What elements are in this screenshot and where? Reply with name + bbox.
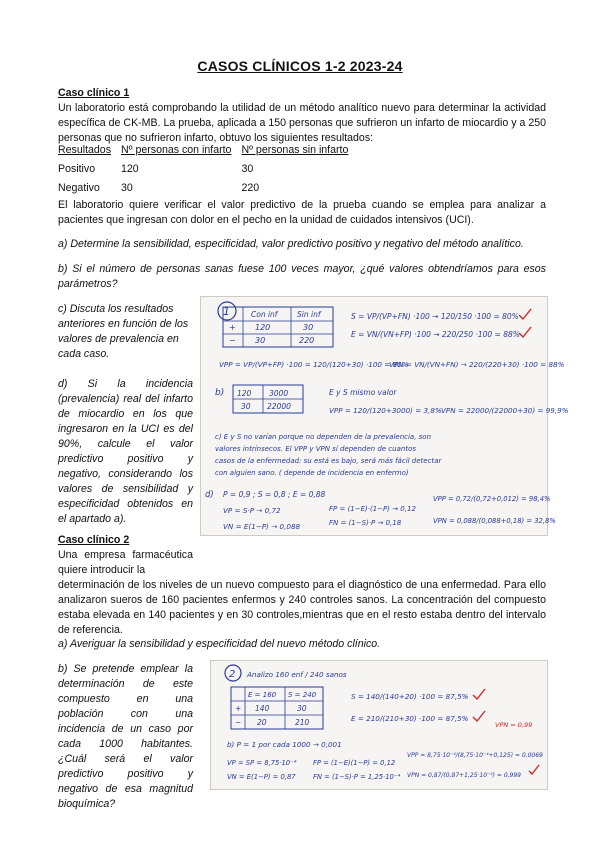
note-d-vpp: VPP = 0,72/(0,72+0,012) = 98,4% <box>433 495 551 503</box>
table-header-cell: Resultados <box>58 144 111 156</box>
note-table-cell: 120 <box>255 323 271 332</box>
note-d-vp: VP = S·P → 0,72 <box>223 506 281 515</box>
case2-section <box>58 533 193 578</box>
check-mark-icon <box>473 711 485 721</box>
note-table-cell: 20 <box>257 718 267 727</box>
question-c-text: c) Discuta los resultados anteriores en función de los valores de prevalencia en cada caso. <box>58 303 189 360</box>
table-header-row <box>58 143 358 160</box>
note-b-vn: VN = E(1−P) = 0,87 <box>227 773 296 781</box>
check-mark-icon <box>529 765 539 774</box>
note-vpn: VPN = VN/(VN+FN) → 220/(220+30) ·100 = 88% <box>389 360 565 369</box>
handwritten-notes-case1 <box>200 296 569 536</box>
note-c-line: c) E y S no varían porque no dependen de la prevalencia, son <box>215 433 432 441</box>
note-d-fp: FP = (1−E)·(1−P) → 0,12 <box>329 505 416 513</box>
note-part-d-label: d) <box>205 490 214 500</box>
plus-sign: + <box>229 323 236 332</box>
case1-heading: Caso clínico 1 <box>58 87 130 99</box>
note-number: 2 <box>229 669 236 680</box>
note-b-line: b) P = 1 por cada 1000 → 0,001 <box>227 740 342 749</box>
case1-results-table <box>58 143 358 198</box>
table-row <box>58 179 358 198</box>
table-cell: Negativo <box>58 182 100 194</box>
check-mark-icon <box>473 689 485 699</box>
table-cell: 220 <box>241 182 260 194</box>
table-cell: 30 <box>121 182 133 194</box>
note-vpp: VPP = VP/(VP+FP) ·100 = 120/(120+30) ·100 = 80% <box>219 360 409 369</box>
case1-question-d: d) Si la incidencia (prevalencia) real del infarto de miocardio en los que ingresaron en la UCI es del 90%, calcule el valor predictivo positivo y negativo, considerando los valores de sensibilidad y especificidad obtenidos en el apartado a). <box>58 378 193 525</box>
handwritten-notes-case2 <box>210 660 548 790</box>
case2-question-b: b) Se pretende emplear la determinación de este compuesto en una población con una incidencia de un caso por cada 1000 habitantes. ¿Cuál será el valor predictivo positivo y negativo de esa magnitud bioquímica? <box>58 663 193 810</box>
case2-intro-rest: determinación de los niveles de un nuevo compuesto para el diagnóstico de una enfermedad. Para ello analizaron sueros de 160 pacientes enfermos y 240 controles sanos. La concentración del compuesto estaba elevada en 140 pacientes y en 30 controles,mientras que en el resto estaba dentro del intervalo de referencia. <box>58 579 546 636</box>
note-table-cell: 140 <box>255 704 270 713</box>
note-c-line: con alguien sano. ( depende de incidencia en enfermo) <box>215 469 409 477</box>
note-table-cell: 30 <box>241 402 251 411</box>
case1-after-table: El laboratorio quiere verificar el valor predictivo de la prueba cuando se emplea para analizar a pacientes que ingresan con dolor en el pecho en la unidad de cuidados intensivos (UCI). <box>58 199 546 226</box>
check-mark-icon <box>519 327 531 337</box>
case2-question-a: a) Averiguar la sensibilidad y especificidad del nuevo método clínico. <box>58 638 381 650</box>
note-table-cell: 30 <box>255 336 266 345</box>
plus-sign: + <box>235 704 242 713</box>
note-b-vpp: VPP = 8,75·10⁻⁴/(8,75·10⁻⁴+0,125) = 0,0069 <box>407 752 543 759</box>
note-b-vpn: VPN = 0,87/(0,87+1,25·10⁻⁴) = 0,999 <box>407 772 521 779</box>
note-b-vpp: VPP = 120/(120+3000) = 3,8% <box>329 406 442 415</box>
note-number: 1 <box>223 305 230 318</box>
check-mark-icon <box>519 309 531 319</box>
table-cell: 120 <box>121 163 139 175</box>
note-c-line: casos de la enfermedad: su está es bajo, será más fácil detectar <box>215 457 442 465</box>
note-d-vn: VN = E(1−P) → 0,088 <box>223 522 301 531</box>
case1-question-b: b) Si el número de personas sanas fuese 100 veces mayor, ¿qué valores obtendríamos para esos parámetros? <box>58 263 546 290</box>
note-table-cell: 3000 <box>269 389 289 398</box>
note-sensitivity: S = 140/(140+20) ·100 = 87,5% <box>351 692 469 701</box>
note-table-cell: 120 <box>237 389 252 398</box>
note-table-header: E = 160 <box>248 691 277 699</box>
note-same-values: E y S mismo valor <box>329 388 397 397</box>
note-side: VPN = 0,99 <box>495 721 533 729</box>
note-specificity: E = VN/(VN+FP) ·100 → 220/250 ·100 = 88% <box>351 330 520 339</box>
case1-section <box>58 86 546 146</box>
note-specificity: E = 210/(210+30) ·100 = 87,5% <box>351 714 469 723</box>
note-table-cell: 220 <box>299 336 315 345</box>
table-cell: Positivo <box>58 163 96 175</box>
note-part-b-label: b) <box>215 388 225 398</box>
note-d-fn: FN = (1−S)·P → 0,18 <box>329 519 402 527</box>
note-b-vpn: VPN = 22000/(22000+30) = 99,9% <box>441 406 569 415</box>
note-analizo: Analizo 160 enf / 240 sanos <box>247 670 347 679</box>
table-row <box>58 160 358 179</box>
page-title: CASOS CLÍNICOS 1-2 2023-24 <box>197 58 403 74</box>
note-table-cell: 210 <box>295 718 310 727</box>
minus-sign: − <box>235 718 242 727</box>
case2-intro-lead: Una empresa farmacéutica quiere introducir la <box>58 549 193 576</box>
note-table-cell: 30 <box>297 704 307 713</box>
note-table-header: Sin inf <box>297 310 321 319</box>
case1-intro: Un laboratorio está comprobando la utilidad de un método analítico nuevo para determinar la actividad específica de CK-MB. La prueba, aplicada a 150 personas que sufrieron un infarto de miocardio y a 250 personas que no sufrieron infarto, obtuvo los siguientes resultados: <box>58 102 546 144</box>
case2-heading: Caso clínico 2 <box>58 534 130 546</box>
note-table-header: Con inf <box>251 310 278 319</box>
note-d-values: P = 0,9 ; S = 0,8 ; E = 0,88 <box>223 490 326 499</box>
note-b-vp: VP = SP = 8,75·10⁻⁴ <box>227 759 297 767</box>
case1-question-c <box>58 302 193 362</box>
case1-question-a: a) Determine la sensibilidad, especificidad, valor predictivo positivo y negativo del método analítico. <box>58 238 524 250</box>
table-cell: 30 <box>241 163 254 175</box>
note-b-fn: FN = (1−S)·P = 1,25·10⁻⁴ <box>313 773 401 781</box>
note-table-header: S = 240 <box>288 691 317 699</box>
note-table-cell: 30 <box>303 323 314 332</box>
table-header-cell: Nº personas con infarto <box>121 144 232 156</box>
table-header-cell: Nº personas sin infarto <box>241 144 349 156</box>
minus-sign: − <box>229 336 236 345</box>
note-c-line: valores intrínsecos. El VPP y VPN sí dependen de cuantos <box>215 445 416 453</box>
note-table-cell: 22000 <box>267 402 291 411</box>
notes-case2-drawing <box>211 661 547 789</box>
note-d-vpn: VPN = 0,088/(0,088+0,18) = 32,8% <box>433 517 556 525</box>
note-b-fp: FP = (1−E)(1−P) = 0,12 <box>313 759 396 767</box>
notes-case1-drawing <box>201 297 569 535</box>
note-sensitivity: S = VP/(VP+FN) ·100 → 120/150 ·100 = 80% <box>351 312 519 321</box>
